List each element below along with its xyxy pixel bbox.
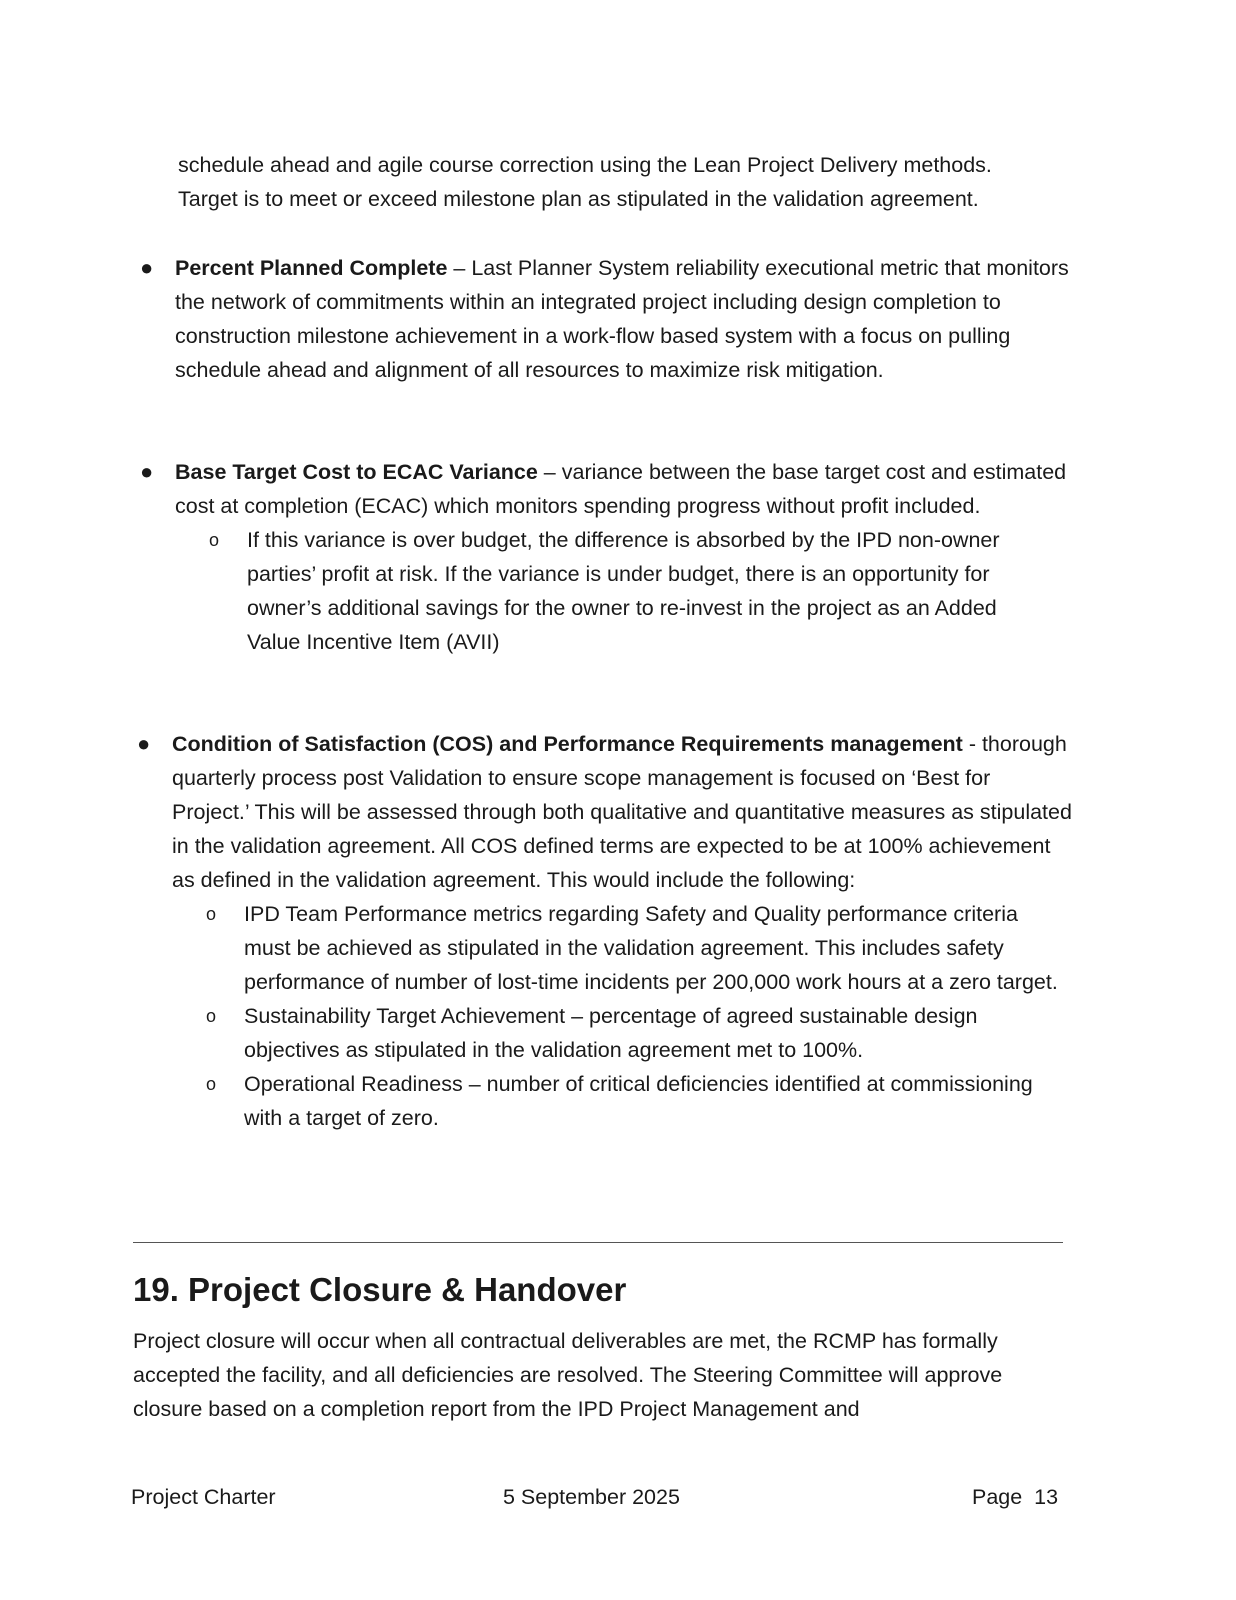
sub-bullet-text: Sustainability Target Achievement – percentage of agreed sustainable design objectives as stipulated in the validation agreement met to 100%. <box>244 1004 978 1062</box>
bullet-term: Condition of Satisfaction (COS) and Performance Requirements management <box>172 732 963 756</box>
continuation-line-2: Target is to meet or exceed milestone plan as stipulated in the validation agreement. <box>178 187 979 211</box>
bullet-text: Last Planner System reliability executional metric that monitors the network of commitments within an integrated project including design completion to construction milestone achievement in a work-flow based system with a focus on pulling schedule ahead and alignment of all resources to maximize risk mitigation. <box>175 256 1069 382</box>
section-paragraph: Project closure will occur when all contractual deliverables are met, the RCMP has formally accepted the facility, and all deficiencies are resolved. The Steering Committee will approve closure based on a completion report from the IPD Project Management and <box>133 1329 1003 1421</box>
bullet-text: variance between the base target cost and estimated cost at completion (ECAC) which monitors spending progress without profit included. <box>175 460 1067 518</box>
sub-bullet-circle-icon: o <box>209 530 220 550</box>
footer-page-number: Page 13 <box>972 1485 1059 1509</box>
continuation-text <box>178 148 1078 216</box>
bullet-text: thorough quarterly process post Validation to ensure scope management is focused on ‘Best for Project.’ This will be assessed through both qualitative and quantitative measures as stipulated in the validation agreement. All COS defined terms are expected to be at 100% achievement as defined in the validation agreement. This would include the following: <box>172 732 1072 892</box>
sub-bullet-text: Operational Readiness – number of critical deficiencies identified at commissioning with a target of zero. <box>244 1072 1033 1130</box>
footer-title: Project Charter <box>131 1485 276 1509</box>
sub-bullet-circle-icon: o <box>206 904 217 924</box>
sub-bullet <box>206 999 1059 1067</box>
sub-bullet-text: IPD Team Performance metrics regarding Safety and Quality performance criteria must be achieved as stipulated in the validation agreement. This includes safety performance of number of lost-time incidents per 200,000 work hours at a zero target. <box>244 902 1058 994</box>
bullet-percent-planned-complete <box>140 251 1070 387</box>
bullet-condition-of-satisfaction <box>137 727 1072 1135</box>
sub-bullet-circle-icon: o <box>206 1006 217 1026</box>
footer-date: 5 September 2025 <box>503 1485 680 1509</box>
sub-bullet <box>209 523 1047 659</box>
bullet-dot-icon: ● <box>137 731 151 756</box>
sub-bullet <box>206 897 1059 999</box>
section-divider <box>133 1242 1063 1243</box>
bullet-term: Percent Planned Complete <box>175 256 448 280</box>
sub-bullet <box>206 1067 1059 1135</box>
bullet-separator: - <box>962 732 982 756</box>
sub-bullet-text: If this variance is over budget, the difference is absorbed by the IPD non-owner parties’ profit at risk. If the variance is under budget, there is an opportunity for owner’s additional savings for the owner to re-invest in the project as an Added Value Incentive Item (AVII) <box>247 528 1000 654</box>
bullet-dot-icon: ● <box>140 255 154 280</box>
continuation-line-1: schedule ahead and agile course correction using the Lean Project Delivery methods. <box>178 153 992 177</box>
bullet-separator: – <box>537 460 562 484</box>
bullet-term: Base Target Cost to ECAC Variance <box>175 460 538 484</box>
section-heading: 19. Project Closure & Handover <box>133 1271 627 1308</box>
bullet-base-target-cost <box>140 455 1070 659</box>
sub-bullet-circle-icon: o <box>206 1074 217 1094</box>
bullet-dot-icon: ● <box>140 459 154 484</box>
bullet-separator: – <box>447 256 472 280</box>
